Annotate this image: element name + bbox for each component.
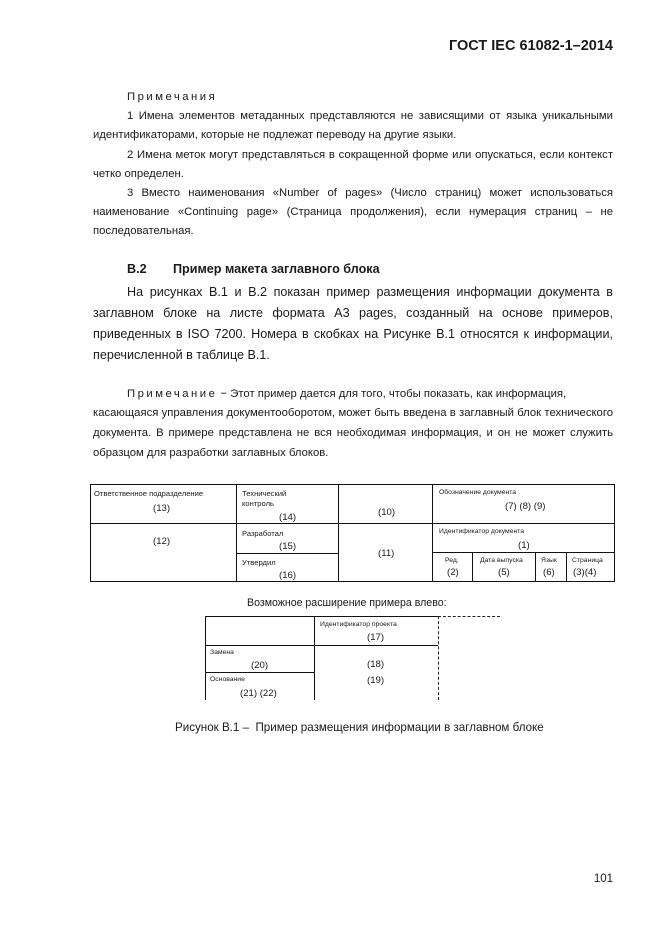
field-7-8-9: (7) (8) (9) — [505, 501, 546, 512]
notes-heading: Примечания — [127, 91, 218, 103]
tech-control-label-1: Технический — [242, 489, 287, 498]
field-19: (19) — [367, 675, 385, 686]
note-line-3: документа. В примере представлена не вся необходимая информация, и он не может служить — [93, 427, 613, 439]
note-1-line-1: 1 Имена элементов метаданных представляются не зависящими от языка уникальными — [127, 110, 613, 122]
field-1: (1) — [518, 540, 530, 551]
field-13: (13) — [153, 503, 171, 514]
field-12: (12) — [153, 536, 171, 547]
basis-label: Основание — [210, 676, 245, 683]
section-para-line-1: На рисунках В.1 и В.2 показан пример размещения информации документа в — [127, 285, 613, 299]
developed-label: Разработал — [242, 529, 284, 538]
field-17: (17) — [367, 632, 385, 643]
replacement-label: Замена — [210, 649, 234, 656]
field-10: (10) — [378, 507, 396, 518]
field-18: (18) — [367, 659, 385, 670]
field-21-22: (21) (22) — [240, 688, 277, 699]
doc-designation-label: Обозначение документа — [439, 489, 517, 496]
section-number: В.2 — [127, 262, 147, 276]
doc-id-label: Идентификатор документа — [439, 528, 525, 535]
field-16: (16) — [279, 570, 297, 581]
project-id-label: Идентификатор проекта — [320, 621, 397, 628]
field-3-4: (3)(4) — [573, 567, 597, 578]
field-11: (11) — [378, 548, 395, 559]
note-1-line-2: идентификаторами, которые не подлежат переводу на другие языки. — [93, 129, 457, 141]
note-3-line-1: 3 Вместо наименования «Number of pages» (Число страниц) может использоваться — [127, 187, 613, 199]
note-line-2: касающаяся управления документооборотом, может быть введена в заглавный блок технического — [93, 407, 613, 419]
note-line-4: образцом для разработки заглавных блоков. — [93, 447, 329, 459]
page-number: 101 — [593, 873, 613, 885]
note-3-line-3: последовательная. — [93, 225, 194, 237]
field-5: (5) — [498, 567, 510, 578]
field-6: (6) — [543, 567, 555, 578]
field-15: (15) — [279, 541, 297, 552]
approved-label: Утвердил — [242, 558, 276, 567]
note-2-line-2: четко определен. — [93, 168, 184, 180]
field-2: (2) — [447, 567, 459, 578]
extension-caption: Возможное расширение примера влево: — [247, 597, 447, 609]
tech-control-label-2: контроль — [242, 499, 274, 508]
figure-caption: Рисунок В.1 – Пример размещения информации в заглавном блоке — [175, 721, 544, 734]
field-14: (14) — [279, 512, 297, 523]
field-20: (20) — [251, 660, 269, 671]
note-label: Примечание — [127, 388, 218, 400]
section-para-line-2: заглавном блоке на листе формата А3 pages, созданный на основе примеров, — [93, 306, 613, 320]
note-3-line-2: наименование «Continuing page» (Страница продолжения), если нумерация страниц – не — [93, 206, 613, 218]
page-label: Страница — [572, 557, 603, 564]
note-2-line-1: 2 Имена меток могут представляться в сокращенной форме или опускаться, если контекст — [127, 149, 613, 161]
responsible-dept-label: Ответственное подразделение — [94, 489, 204, 498]
lang-label: Язык — [541, 557, 557, 564]
rev-label: Ред. — [445, 557, 459, 564]
standard-designation: ГОСТ IEC 61082-1–2014 — [448, 38, 613, 54]
section-title: Пример макета заглавного блока — [173, 262, 380, 276]
note-line-1: − Этот пример дается для того, чтобы показать, как информация, — [220, 388, 567, 400]
section-para-line-3: приведенных в ISO 7200. Номера в скобках на Рисунке В.1 относятся к информации, — [93, 327, 613, 341]
section-para-line-4: перечисленной в таблице В.1. — [93, 348, 270, 362]
issue-date-label: Дата выпуска — [480, 557, 523, 564]
